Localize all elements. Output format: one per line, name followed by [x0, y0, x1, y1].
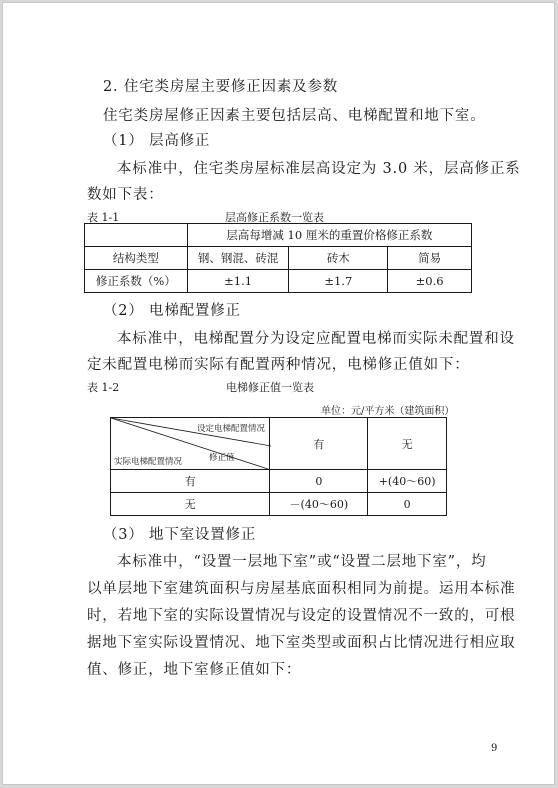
table-header: 简易 [388, 247, 472, 270]
table-header: 砖木 [289, 247, 388, 270]
elevator-table [110, 417, 447, 516]
section-heading: 2. 住宅类房屋主要修正因素及参数 [103, 79, 339, 95]
table-cell: +(40～60) [368, 470, 447, 493]
table-row-label: 无 [111, 493, 270, 516]
intro-paragraph: 住宅类房屋修正因素主要包括层高、电梯配置和地下室。 [103, 108, 486, 124]
diagonal-header-cell [111, 418, 270, 470]
table-title: 电梯修正值一览表 [226, 381, 314, 394]
table-cell: 0 [368, 493, 447, 516]
document-page [2, 2, 555, 785]
table-cell: 修正系数（%） [85, 270, 188, 293]
paragraph-line: 定未配置电梯而实际有配置两种情况，电梯修正值如下： [87, 357, 470, 373]
table-header: 钢、钢混、砖混 [187, 247, 289, 270]
table-cell: ±1.7 [289, 270, 388, 293]
table-number: 表 1-1 [87, 211, 120, 224]
table-header: 结构类型 [85, 247, 188, 270]
table-cell-empty [85, 224, 188, 247]
table-number: 表 1-2 [87, 381, 120, 394]
paragraph-line: 本标准中，电梯配置分为设定应配置电梯而实际未配置和设 [117, 331, 515, 347]
table-cell: 0 [270, 470, 368, 493]
paragraph-line: 数如下表： [87, 187, 164, 203]
paragraph-line: 本标准中，住宅类房屋标准层高设定为 3.0 米，层高修正系 [117, 161, 521, 177]
paragraph-line: 以单层地下室建筑面积与房屋基底面积相同为前提。运用本标准 [87, 581, 516, 597]
subsection-heading-elevator: （2） 电梯配置修正 [103, 303, 241, 319]
diagonal-label-bottom: 实际电梯配置情况 [114, 457, 183, 467]
paragraph-line: 时，若地下室的实际设置情况与设定的设置情况不一致的，可根 [87, 608, 516, 624]
table-header: 无 [368, 418, 447, 470]
table-unit-note: 单位：元/平方米（建筑面积） [321, 406, 455, 417]
subsection-heading-floor-height: （1） 层高修正 [103, 133, 211, 149]
table-cell: －(40～60) [270, 493, 368, 516]
table-header: 有 [270, 418, 368, 470]
page-number: 9 [491, 743, 498, 754]
paragraph-line: 本标准中，“设置一层地下室”或“设置二层地下室”，均 [117, 554, 487, 570]
table-title: 层高修正系数一览表 [225, 211, 324, 224]
paragraph-line: 据地下室实际设置情况、地下室类型或面积占比情况进行相应取 [87, 635, 516, 651]
table-group-header: 层高每增减 10 厘米的重置价格修正系数 [187, 224, 471, 247]
table-cell: ±0.6 [388, 270, 472, 293]
diagonal-label-middle: 修正值 [209, 453, 235, 463]
subsection-heading-basement: （3） 地下室设置修正 [103, 527, 257, 543]
diagonal-label-top: 设定电梯配置情况 [197, 424, 266, 434]
floor-height-table [84, 223, 472, 293]
table-cell: ±1.1 [187, 270, 289, 293]
table-row-label: 有 [111, 470, 270, 493]
paragraph-line: 值、修正，地下室修正值如下： [87, 662, 302, 678]
